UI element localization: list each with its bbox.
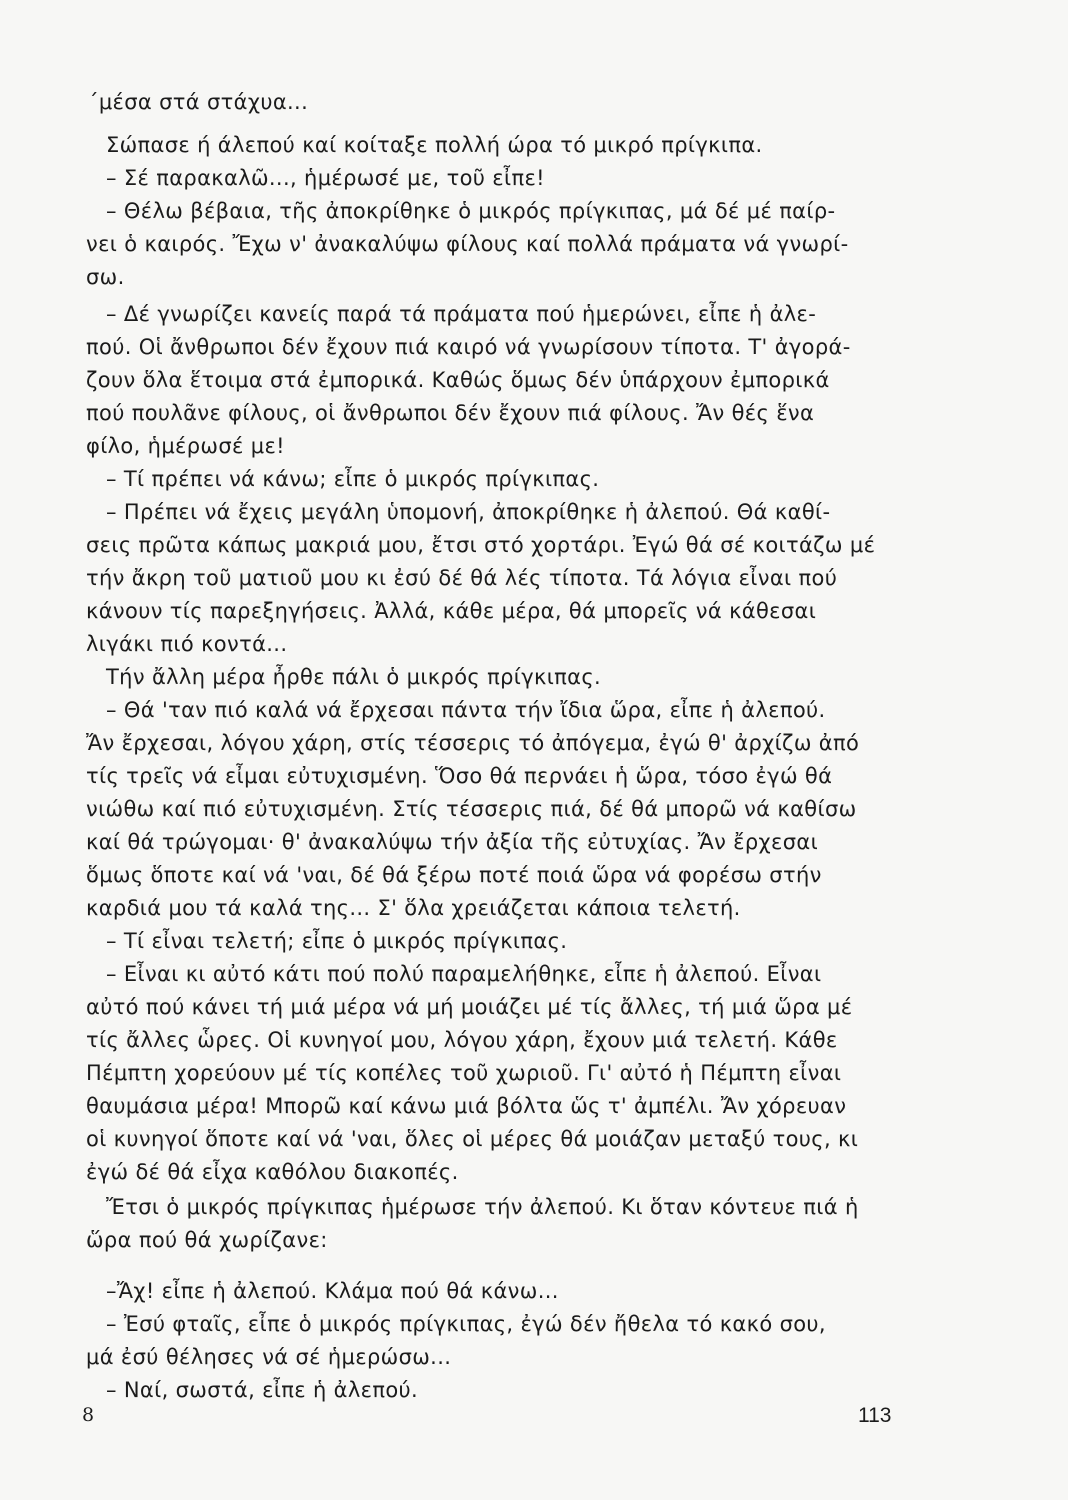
- text-line: ὅμως ὅποτε καί νά 'ναι, δέ θά ξέρω ποτέ ποιά ὥρα νά φορέσω στήν: [86, 863, 822, 887]
- text-line: Τήν ἄλλη μέρα ἦρθε πάλι ὁ μικρός πρίγκιπας.: [106, 665, 602, 689]
- text-line: ΄μέσα στά στάχυα...: [88, 90, 309, 114]
- text-line: σεις πρῶτα κάπως μακριά μου, ἔτσι στό χορτάρι. Ἐγώ θά σέ κοιτάζω μέ: [86, 533, 876, 557]
- text-line: Πέμπτη χορεύουν μέ τίς κοπέλες τοῦ χωριοῦ. Γι' αὐτό ἡ Πέμπτη εἶναι: [86, 1061, 842, 1085]
- left-margin-mark: 8: [82, 1404, 95, 1426]
- text-line: – Θά 'ταν πιό καλά νά ἔρχεσαι πάντα τήν ἴδια ὥρα, εἶπε ἡ ἀλεπού.: [106, 698, 826, 722]
- text-line: – Σέ παρακαλῶ..., ἡμέρωσέ με, τοῦ εἶπε!: [106, 166, 545, 190]
- text-line: –Ἄχ! εἶπε ἡ ἀλεπού. Κλάμα πού θά κάνω...: [106, 1279, 559, 1303]
- text-line: φίλο, ἡμέρωσέ με!: [86, 434, 285, 458]
- text-line: τήν ἄκρη τοῦ ματιοῦ μου κι ἐσύ δέ θά λές τίποτα. Τά λόγια εἶναι πού: [86, 566, 838, 590]
- text-line: σω.: [86, 265, 125, 289]
- text-line: Ἄν ἔρχεσαι, λόγου χάρη, στίς τέσσερις τό ἀπόγεμα, ἐγώ θ' ἀρχίζω ἀπό: [86, 731, 860, 755]
- text-line: θαυμάσια μέρα! Μπορῶ καί κάνω μιά βόλτα ὥς τ' ἀμπέλι. Ἄν χόρευαν: [86, 1094, 847, 1118]
- text-line: καί θά τρώγομαι· θ' ἀνακαλύψω τήν ἀξία τῆς εὐτυχίας. Ἄν ἔρχεσαι: [86, 830, 819, 854]
- text-line: – Τί πρέπει νά κάνω; εἶπε ὁ μικρός πρίγκιπας.: [106, 467, 600, 491]
- text-line: αὐτό πού κάνει τή μιά μέρα νά μή μοιάζει μέ τίς ἄλλες, τή μιά ὥρα μέ: [86, 995, 853, 1019]
- text-line: μά ἐσύ θέλησες νά σέ ἡμερώσω...: [86, 1345, 452, 1369]
- text-line: πού. Οἱ ἄνθρωποι δέν ἔχουν πιά καιρό νά γνωρίσουν τίποτα. Τ' ἀγορά-: [86, 335, 851, 359]
- text-line: Ἔτσι ὁ μικρός πρίγκιπας ἡμέρωσε τήν ἀλεπού. Κι ὅταν κόντευε πιά ἡ: [106, 1195, 859, 1219]
- text-line: τίς τρεῖς νά εἶμαι εὐτυχισμένη. Ὅσο θά περνάει ἡ ὥρα, τόσο ἐγώ θά: [86, 764, 833, 788]
- text-line: – Δέ γνωρίζει κανείς παρά τά πράματα πού ἡμερώνει, εἶπε ἡ ἀλε-: [106, 302, 817, 326]
- text-line: Σώπασε ή άλεπού καί κοίταξε πολλή ώρα τό μικρό πρίγκιπα.: [106, 133, 763, 157]
- page-number: 113: [858, 1404, 892, 1427]
- text-line: νει ὁ καιρός. Ἔχω ν' ἀνακαλύψω φίλους καί πολλά πράματα νά γνωρί-: [86, 232, 849, 256]
- text-line: – Θέλω βέβαια, τῆς ἀποκρίθηκε ὁ μικρός πρίγκιπας, μά δέ μέ παίρ-: [106, 199, 836, 223]
- text-line: – Ναί, σωστά, εἶπε ἡ ἀλεπού.: [106, 1378, 419, 1402]
- text-line: ζουν ὅλα ἕτοιμα στά ἐμπορικά. Καθώς ὅμως δέν ὑπάρχουν ἐμπορικά: [86, 368, 830, 392]
- text-line: ἐγώ δέ θά εἶχα καθόλου διακοπές.: [86, 1160, 459, 1184]
- text-line: ὥρα πού θά χωρίζανε:: [86, 1228, 328, 1252]
- text-line: τίς ἄλλες ὧρες. Οἱ κυνηγοί μου, λόγου χάρη, ἔχουν μιά τελετή. Κάθε: [86, 1028, 838, 1052]
- text-line: – Εἶναι κι αὐτό κάτι πού πολύ παραμελήθηκε, εἶπε ἡ ἀλεπού. Εἶναι: [106, 962, 822, 986]
- text-line: – Ἐσύ φταῖς, εἶπε ὁ μικρός πρίγκιπας, ἐγώ δέν ἤθελα τό κακό σου,: [106, 1312, 826, 1336]
- text-line: νιώθω καί πιό εὐτυχισμένη. Στίς τέσσερις πιά, δέ θά μπορῶ νά καθίσω: [86, 797, 857, 821]
- text-line: κάνουν τίς παρεξηγήσεις. Ἀλλά, κάθε μέρα, θά μπορεῖς νά κάθεσαι: [86, 599, 817, 623]
- text-line: λιγάκι πιό κοντά...: [86, 632, 288, 656]
- text-line: πού πουλᾶνε φίλους, οἱ ἄνθρωποι δέν ἔχουν πιά φίλους. Ἄν θές ἕνα: [86, 401, 815, 425]
- text-line: καρδιά μου τά καλά της... Σ' ὅλα χρειάζεται κάποια τελετή.: [86, 896, 741, 920]
- text-line: οἱ κυνηγοί ὅποτε καί νά 'ναι, ὅλες οἱ μέρες θά μοιάζαν μεταξύ τους, κι: [86, 1127, 859, 1151]
- text-line: – Τί εἶναι τελετή; εἶπε ὁ μικρός πρίγκιπας.: [106, 929, 568, 953]
- text-line: – Πρέπει νά ἔχεις μεγάλη ὑπομονή, ἀποκρίθηκε ἡ ἀλεπού. Θά καθί-: [106, 500, 831, 524]
